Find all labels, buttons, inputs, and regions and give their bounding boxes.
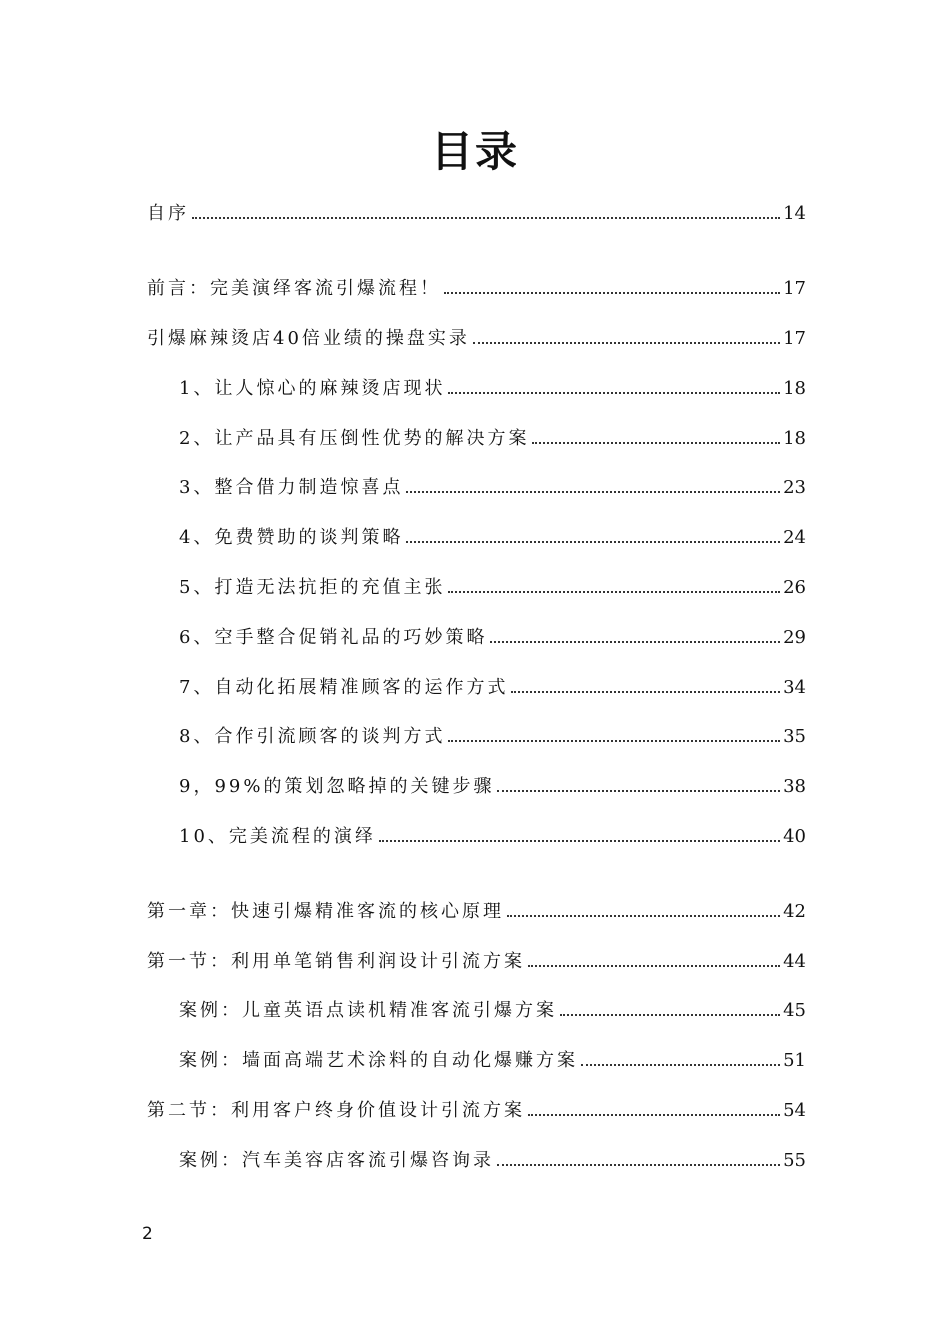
toc-entry-label: 2、让产品具有压倒性优势的解决方案	[179, 428, 530, 449]
toc-entry-label: 自序	[147, 203, 189, 224]
toc-entry[interactable]	[179, 524, 806, 552]
toc-entry-page: 14	[783, 203, 806, 224]
toc-entry-page: 54	[783, 1100, 806, 1121]
toc-entry-label: 4、免费赞助的谈判策略	[179, 527, 404, 548]
toc-entry-label: 前言：完美演绎客流引爆流程！	[147, 278, 441, 299]
toc-entry-label: 案例：儿童英语点读机精准客流引爆方案	[179, 1000, 557, 1021]
toc-entry-page: 38	[783, 776, 806, 797]
toc-leader-dots	[581, 1064, 780, 1066]
toc-entry-page: 51	[783, 1050, 806, 1071]
toc-leader-dots	[528, 965, 780, 967]
toc-entry[interactable]	[147, 898, 806, 926]
toc-entry[interactable]	[179, 574, 806, 602]
toc-leader-dots	[532, 442, 780, 444]
toc-entry-page: 44	[783, 951, 806, 972]
toc-entry-label: 案例：汽车美容店客流引爆咨询录	[179, 1150, 494, 1171]
toc-entry[interactable]	[147, 275, 806, 303]
toc-entry-page: 45	[783, 1000, 806, 1021]
toc-leader-dots	[560, 1014, 780, 1016]
toc-entry[interactable]	[179, 624, 806, 652]
toc-leader-dots	[528, 1114, 780, 1116]
toc-entry-page: 24	[783, 527, 806, 548]
toc-entry[interactable]	[179, 474, 806, 502]
toc-leader-dots	[448, 740, 780, 742]
toc-entry-label: 第一节：利用单笔销售利润设计引流方案	[147, 951, 525, 972]
toc-entry[interactable]	[179, 425, 806, 453]
toc-entry[interactable]	[147, 200, 806, 228]
toc-leader-dots	[511, 691, 780, 693]
toc-leader-dots	[473, 342, 780, 344]
toc-entry-label: 3、整合借力制造惊喜点	[179, 477, 404, 498]
toc-entry-page: 18	[783, 378, 806, 399]
toc-entry[interactable]	[179, 823, 806, 851]
toc-entry-page: 42	[783, 901, 806, 922]
toc-entry-page: 18	[783, 428, 806, 449]
toc-entry-label: 5、打造无法抗拒的充值主张	[179, 577, 446, 598]
toc-entry-label: 1、让人惊心的麻辣烫店现状	[179, 378, 446, 399]
toc-entry[interactable]	[179, 723, 806, 751]
toc-leader-dots	[490, 641, 780, 643]
toc-leader-dots	[497, 1164, 780, 1166]
toc-leader-dots	[406, 541, 780, 543]
toc-entry-page: 55	[783, 1150, 806, 1171]
toc-entry-label: 9，99%的策划忽略掉的关键步骤	[179, 776, 495, 797]
toc-entry-label: 6、空手整合促销礼品的巧妙策略	[179, 627, 488, 648]
toc-leader-dots	[448, 591, 780, 593]
toc-entry-page: 35	[783, 726, 806, 747]
toc-entry-page: 17	[783, 328, 806, 349]
toc-entry-page: 34	[783, 677, 806, 698]
toc-leader-dots	[444, 292, 780, 294]
toc-entry[interactable]	[179, 1147, 806, 1175]
toc-entry-page: 40	[783, 826, 806, 847]
toc-entry[interactable]	[179, 1047, 806, 1075]
toc-entry[interactable]	[147, 325, 806, 353]
page-number: 2	[142, 1224, 153, 1244]
toc-entry[interactable]	[147, 1097, 806, 1125]
toc-entry-label: 第二节：利用客户终身价值设计引流方案	[147, 1100, 525, 1121]
toc-entry-label: 第一章：快速引爆精准客流的核心原理	[147, 901, 504, 922]
toc-entry-page: 17	[783, 278, 806, 299]
toc-leader-dots	[379, 840, 780, 842]
toc-entry[interactable]	[179, 773, 806, 801]
toc-leader-dots	[448, 392, 780, 394]
toc-entry[interactable]	[147, 948, 806, 976]
page-title: 目录	[430, 127, 519, 176]
toc-entry-label: 引爆麻辣烫店40倍业绩的操盘实录	[147, 328, 470, 349]
toc-leader-dots	[406, 491, 780, 493]
toc-leader-dots	[497, 790, 780, 792]
toc-entry-page: 23	[783, 477, 806, 498]
toc-entry-label: 10、完美流程的演绎	[179, 826, 376, 847]
toc-entry-page: 29	[783, 627, 806, 648]
toc-entry-label: 案例：墙面高端艺术涂料的自动化爆赚方案	[179, 1050, 578, 1071]
toc-leader-dots	[192, 217, 780, 219]
toc-leader-dots	[507, 915, 780, 917]
toc-entry[interactable]	[179, 997, 806, 1025]
toc-entry-label: 8、合作引流顾客的谈判方式	[179, 726, 446, 747]
toc-entry[interactable]	[179, 375, 806, 403]
toc-entry-page: 26	[783, 577, 806, 598]
toc-entry-label: 7、自动化拓展精准顾客的运作方式	[179, 677, 509, 698]
toc-entry[interactable]	[179, 674, 806, 702]
